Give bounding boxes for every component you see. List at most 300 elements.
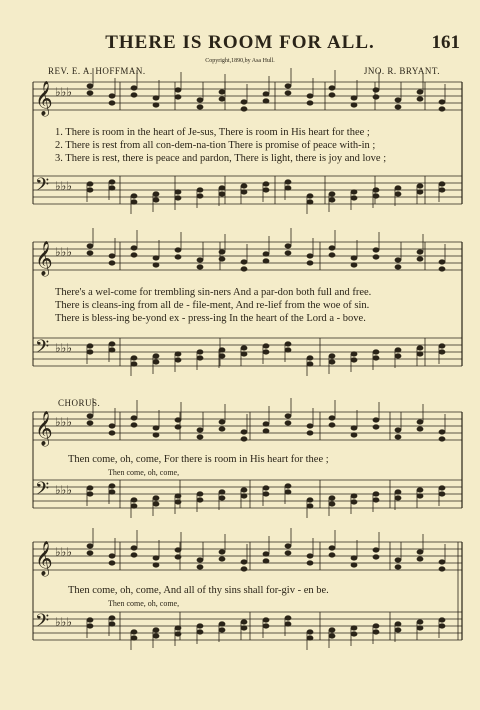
treble-clef: 𝄞 [35,241,53,276]
note-head [153,433,159,437]
note-head [307,424,313,428]
note-head [87,84,93,88]
note-head [439,624,445,628]
note-head [439,100,445,104]
note-head [219,354,225,358]
note-head [197,356,203,360]
note-head [285,551,291,555]
note-head [285,251,291,255]
key-signature: ♭♭♭ [55,341,72,355]
note-head [219,186,225,190]
note-head [241,190,247,194]
note-head [175,95,181,99]
note-head [439,182,445,186]
note-head [285,84,291,88]
note-head [263,92,269,96]
note-head [197,630,203,634]
note-head [373,188,379,192]
note-head [285,616,291,620]
note-head [395,490,401,494]
note-head [241,494,247,498]
note-head [175,196,181,200]
chorus-line-2-bass: Then come, oh, come, [108,599,180,608]
note-head [153,256,159,260]
note-head [351,433,357,437]
note-head [329,360,335,364]
key-signature: ♭♭♭ [55,483,72,497]
note-head [307,498,313,502]
note-head [395,105,401,109]
key-signature: ♭♭♭ [55,615,72,629]
note-head [197,492,203,496]
verse-3-line-1: 3. There is rest, there is peace and pardon, There is light, there is joy and love ; [55,153,387,164]
note-head [241,567,247,571]
note-head [329,628,335,632]
note-head [131,362,137,366]
note-head [307,554,313,558]
note-head [87,244,93,248]
note-head [219,250,225,254]
treble-clef: 𝄞 [35,541,53,576]
note-head [307,630,313,634]
note-head [175,632,181,636]
note-head [131,423,137,427]
note-head [417,90,423,94]
note-head [241,488,247,492]
note-head [87,486,93,490]
note-head [241,260,247,264]
note-head [373,255,379,259]
note-head [417,427,423,431]
note-head [87,91,93,95]
verse-1-line-2: There's a wel-come for trembling sin-ners And a par-don both full and free. [55,287,372,298]
note-head [329,198,335,202]
note-head [417,97,423,101]
note-head [329,634,335,638]
note-head [263,618,269,622]
hymn-title: THERE IS ROOM FOR ALL. [105,32,375,53]
note-head [197,624,203,628]
note-head [373,350,379,354]
note-head [351,196,357,200]
key-signature: ♭♭♭ [55,179,72,193]
note-head [197,194,203,198]
note-head [351,626,357,630]
note-head [219,550,225,554]
note-head [87,551,93,555]
note-head [307,194,313,198]
note-head [175,626,181,630]
note-head [131,630,137,634]
note-head [131,200,137,204]
note-head [373,356,379,360]
note-head [417,557,423,561]
note-head [241,352,247,356]
bass-clef: 𝄢 [35,611,50,636]
note-head [109,622,115,626]
note-head [241,267,247,271]
note-head [329,192,335,196]
note-head [109,342,115,346]
note-head [109,186,115,190]
note-head [439,437,445,441]
note-head [263,492,269,496]
note-head [285,414,291,418]
note-head [439,618,445,622]
verse-2-line-2: There is cleans-ing from all de - file-ment, And re-lief from the woe of sin. [55,300,370,311]
note-head [241,184,247,188]
note-head [153,563,159,567]
verse-2-line-1: 2. There is rest from all con-dem-na-tion There is promise of peace with-in ; [55,140,376,151]
note-head [395,558,401,562]
note-head [439,567,445,571]
note-head [219,90,225,94]
note-head [373,548,379,552]
note-head [87,414,93,418]
note-head [153,103,159,107]
note-head [307,200,313,204]
note-head [131,246,137,250]
note-head [263,182,269,186]
note-head [153,496,159,500]
note-head [373,418,379,422]
note-head [439,350,445,354]
note-head [87,492,93,496]
note-head [351,556,357,560]
key-signature: ♭♭♭ [55,245,72,259]
note-head [307,254,313,258]
note-head [175,494,181,498]
note-head [131,498,137,502]
note-head [417,494,423,498]
note-head [351,190,357,194]
note-head [417,626,423,630]
note-head [329,502,335,506]
page-number: 161 [431,32,460,53]
note-head [285,622,291,626]
note-head [351,494,357,498]
note-head [87,188,93,192]
note-head [175,555,181,559]
note-head [373,498,379,502]
note-head [263,344,269,348]
note-head [329,553,335,557]
note-head [373,88,379,92]
note-head [351,500,357,504]
note-head [439,188,445,192]
treble-clef: 𝄞 [35,411,53,446]
note-head [131,253,137,257]
note-head [395,435,401,439]
note-head [109,94,115,98]
note-head [241,107,247,111]
note-head [109,561,115,565]
note-head [417,488,423,492]
note-head [109,261,115,265]
note-head [351,96,357,100]
note-head [87,350,93,354]
note-head [241,346,247,350]
note-head [153,263,159,267]
note-head [241,430,247,434]
note-head [395,98,401,102]
note-head [373,194,379,198]
note-head [373,492,379,496]
note-head [263,624,269,628]
note-head [373,630,379,634]
note-head [373,425,379,429]
note-head [329,354,335,358]
note-head [329,546,335,550]
note-head [285,348,291,352]
note-head [395,628,401,632]
note-head [241,626,247,630]
note-head [175,500,181,504]
note-head [175,190,181,194]
note-head [197,428,203,432]
note-head [109,101,115,105]
note-head [175,358,181,362]
key-signature: ♭♭♭ [55,545,72,559]
note-head [439,260,445,264]
note-head [131,504,137,508]
note-head [197,105,203,109]
note-head [285,91,291,95]
note-head [131,86,137,90]
note-head [307,636,313,640]
note-head [439,344,445,348]
note-head [395,496,401,500]
note-head [263,559,269,563]
note-head [263,259,269,263]
note-head [373,555,379,559]
note-head [329,253,335,257]
note-head [285,484,291,488]
bass-clef: 𝄢 [35,479,50,504]
note-head [351,426,357,430]
note-head [131,636,137,640]
note-head [417,184,423,188]
note-head [153,198,159,202]
chorus-label: CHORUS. [58,398,101,408]
note-head [197,558,203,562]
note-head [285,421,291,425]
note-head [395,354,401,358]
note-head [219,420,225,424]
note-head [87,544,93,548]
note-head [395,428,401,432]
note-head [87,624,93,628]
note-head [329,416,335,420]
note-head [109,424,115,428]
note-head [153,192,159,196]
note-head [153,360,159,364]
note-head [373,95,379,99]
note-head [109,554,115,558]
note-head [373,248,379,252]
note-head [373,624,379,628]
note-head [87,182,93,186]
note-head [197,258,203,262]
note-head [131,194,137,198]
note-head [417,550,423,554]
note-head [153,96,159,100]
note-head [219,427,225,431]
note-head [219,257,225,261]
note-head [351,358,357,362]
note-head [285,180,291,184]
note-head [131,93,137,97]
chorus-line-1-bass: Then come, oh, come, [108,468,180,477]
note-head [263,99,269,103]
note-head [395,622,401,626]
note-head [219,557,225,561]
note-head [395,258,401,262]
note-head [153,354,159,358]
note-head [263,486,269,490]
note-head [307,431,313,435]
note-head [307,504,313,508]
note-head [417,620,423,624]
note-head [153,426,159,430]
note-head [351,563,357,567]
note-head [417,420,423,424]
note-head [439,430,445,434]
note-head [395,192,401,196]
note-head [197,188,203,192]
note-head [417,257,423,261]
note-head [109,254,115,258]
note-head [109,484,115,488]
note-head [351,256,357,260]
chorus-line-1: Then come, oh, come, For there is room in His heart for thee ; [68,454,329,465]
copyright-notice: Copyright,1890,by Asa Hull. [205,58,275,64]
note-head [285,244,291,248]
note-head [131,416,137,420]
verse-3-line-2: There is bless-ing be-yond ex - press-ing In the heart of the Lord a - bove. [55,313,366,324]
key-signature: ♭♭♭ [55,415,72,429]
lyricist: REV. E. A. HOFFMAN. [48,66,146,76]
note-head [109,616,115,620]
note-head [87,344,93,348]
note-head [439,560,445,564]
note-head [351,263,357,267]
note-head [175,248,181,252]
note-head [153,634,159,638]
note-head [263,422,269,426]
note-head [219,490,225,494]
note-head [175,425,181,429]
note-head [197,565,203,569]
note-head [197,435,203,439]
note-head [175,255,181,259]
note-head [417,190,423,194]
note-head [417,352,423,356]
note-head [109,348,115,352]
note-head [153,628,159,632]
note-head [131,553,137,557]
note-head [307,362,313,366]
note-head [307,101,313,105]
note-head [307,561,313,565]
note-head [197,265,203,269]
note-head [175,88,181,92]
note-head [219,97,225,101]
note-head [329,86,335,90]
note-head [219,628,225,632]
note-head [307,94,313,98]
note-head [263,252,269,256]
note-head [395,565,401,569]
note-head [197,498,203,502]
note-head [307,356,313,360]
note-head [439,492,445,496]
note-head [109,180,115,184]
chorus-line-2: Then come, oh, come, And all of thy sins shall for-giv - en be. [68,585,329,596]
note-head [395,186,401,190]
note-head [263,350,269,354]
note-head [351,103,357,107]
note-head [175,418,181,422]
note-head [439,107,445,111]
note-head [351,632,357,636]
note-head [417,346,423,350]
note-head [109,431,115,435]
note-head [219,496,225,500]
note-head [285,186,291,190]
note-head [197,350,203,354]
note-head [153,556,159,560]
note-head [263,552,269,556]
composer: JNO. R. BRYANT. [363,66,440,76]
treble-clef: 𝄞 [35,81,53,116]
note-head [351,352,357,356]
note-head [285,544,291,548]
note-head [329,93,335,97]
note-head [175,352,181,356]
note-head [417,250,423,254]
key-signature: ♭♭♭ [55,85,72,99]
note-head [395,348,401,352]
note-head [241,560,247,564]
note-head [219,192,225,196]
note-head [87,421,93,425]
note-head [439,486,445,490]
note-head [87,618,93,622]
note-head [131,546,137,550]
note-head [109,490,115,494]
note-head [219,348,225,352]
note-head [263,429,269,433]
verse-1-line-1: 1. There is room in the heart of Je-sus, There is room in His heart for thee ; [55,127,370,138]
note-head [329,496,335,500]
note-head [307,261,313,265]
note-head [131,356,137,360]
note-head [285,490,291,494]
note-head [241,620,247,624]
note-head [329,246,335,250]
note-head [241,100,247,104]
note-head [395,265,401,269]
note-head [263,188,269,192]
note-head [175,548,181,552]
note-head [219,622,225,626]
note-head [87,251,93,255]
bass-clef: 𝄢 [35,175,50,200]
note-head [241,437,247,441]
bass-clef: 𝄢 [35,337,50,362]
note-head [285,342,291,346]
